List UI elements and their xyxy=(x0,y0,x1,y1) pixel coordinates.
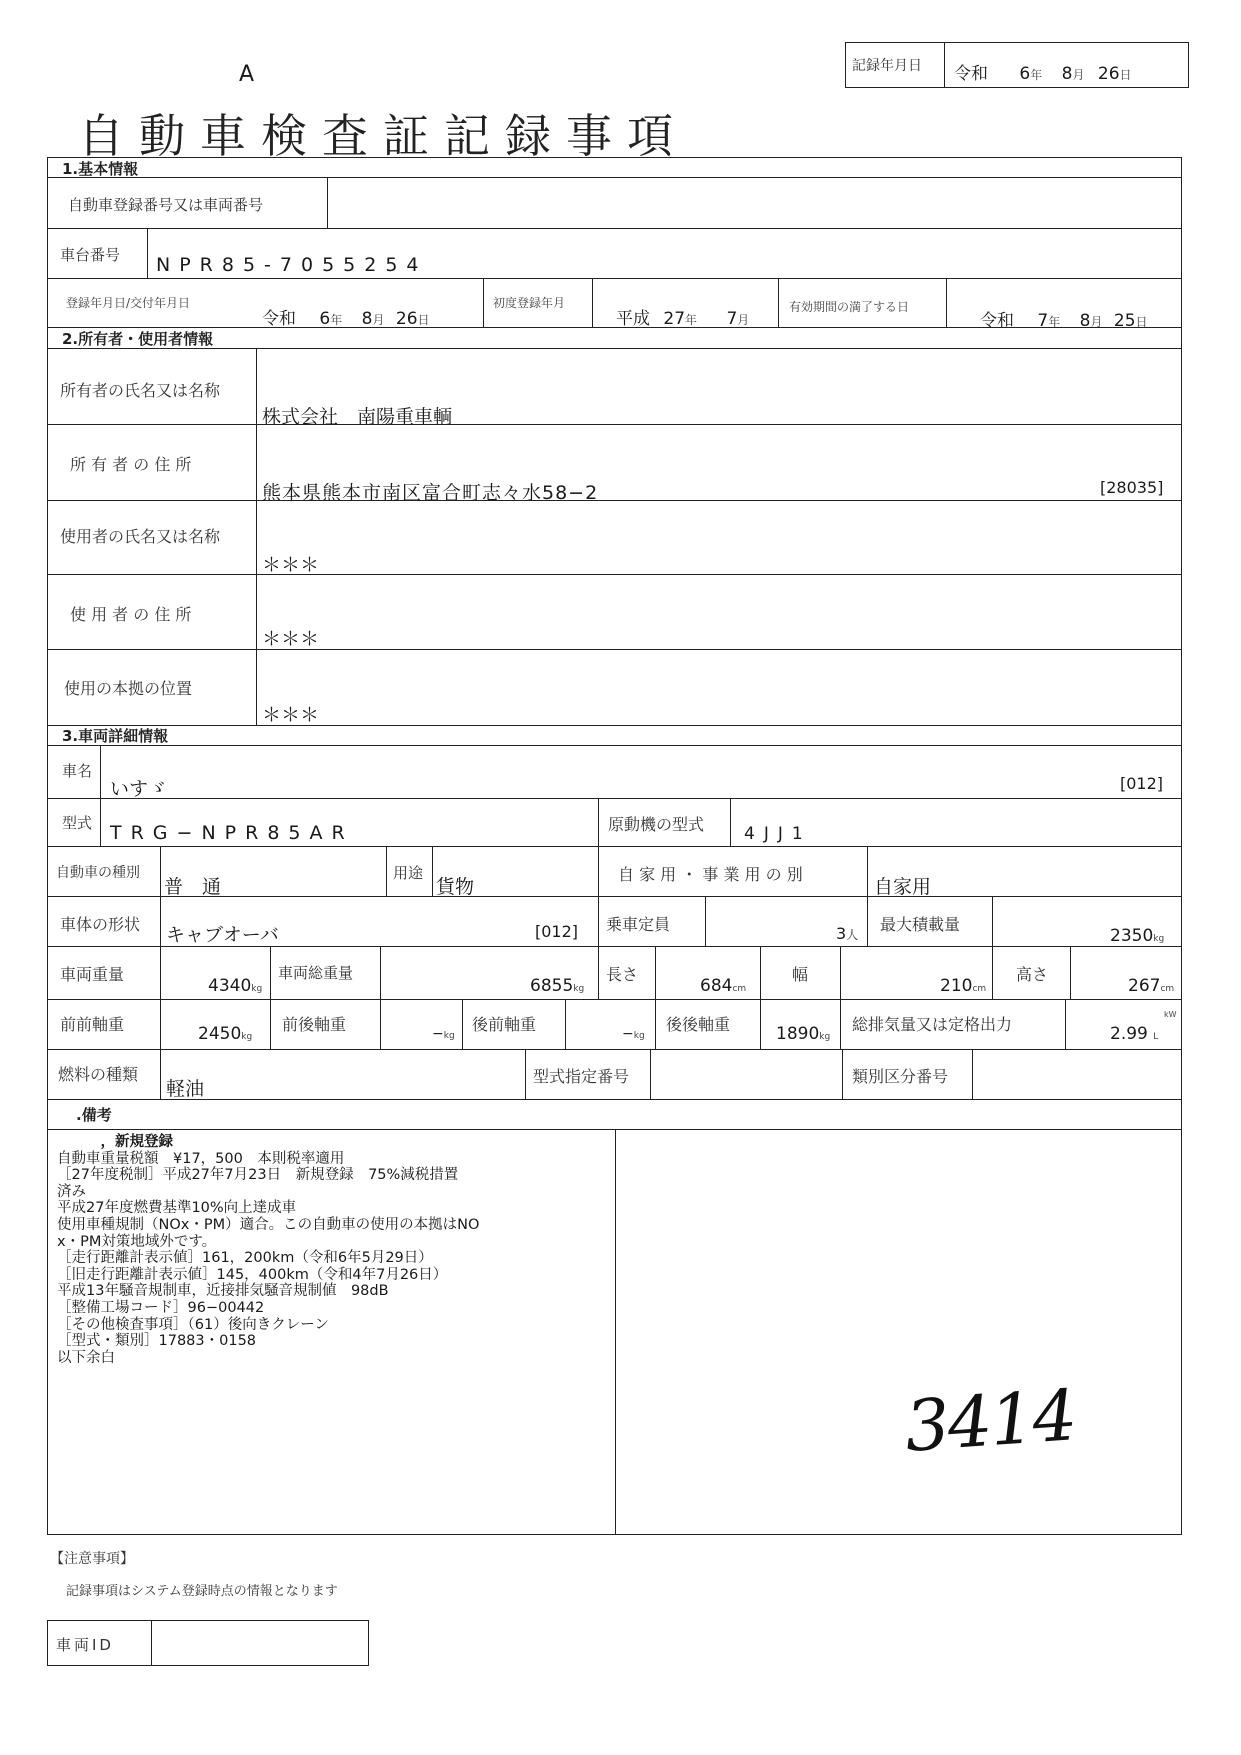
body-value: キャブオーバ xyxy=(166,924,279,946)
handwritten-number: 3414 xyxy=(902,1374,1078,1468)
caution-title: 【注意事項】 xyxy=(50,1551,134,1567)
width-value: 210cm xyxy=(940,976,987,996)
reg-date-label: 登録年月日/交付年月日 xyxy=(66,296,191,310)
weight-label: 車両重量 xyxy=(60,965,125,984)
expiry-value: 令和 7年 8月 25日 xyxy=(980,311,1148,331)
model-label: 型式 xyxy=(62,814,93,832)
record-date-box xyxy=(845,42,1189,88)
fr-axle-value: −kg xyxy=(432,1026,455,1042)
owner-addr-code: [28035] xyxy=(1100,478,1164,497)
maker-value: いすゞ xyxy=(110,778,168,800)
remark-line: x・PM対策地域外です。 xyxy=(57,1233,217,1250)
category-label: 自動車の種別 xyxy=(56,865,140,881)
height-value: 267cm xyxy=(1128,976,1175,996)
engine-value: 4JJ1 xyxy=(744,824,812,844)
record-date-value: 令和 6年 8月 26日 xyxy=(954,64,1132,84)
remark-line: ，新規登録 xyxy=(57,1134,173,1150)
gross-value: 6855kg xyxy=(530,976,585,996)
ff-axle-value: 2450kg xyxy=(198,1024,253,1044)
rf-axle-label: 後前軸重 xyxy=(472,1015,537,1034)
remark-line: 平成27年度燃費基準10%向上達成車 xyxy=(57,1200,297,1217)
owner-name-value: 株式会社 南陽重車輌 xyxy=(262,406,453,428)
class-no-label: 類別区分番号 xyxy=(852,1067,949,1086)
type-no-label: 型式指定番号 xyxy=(533,1067,630,1086)
remark-line: ［その他検査事項］（61）後向きクレーン xyxy=(57,1316,329,1333)
capacity-label: 乗車定員 xyxy=(606,915,671,934)
user-name-label: 使用者の氏名又は名称 xyxy=(60,527,221,546)
remark-line: ［整備工場コード］96−00442 xyxy=(57,1299,265,1316)
body-code: [012] xyxy=(535,922,579,941)
body-label: 車体の形状 xyxy=(60,915,141,934)
length-value: 684cm xyxy=(700,976,747,996)
fuel-label: 燃料の種類 xyxy=(58,1065,139,1084)
fuel-value: 軽油 xyxy=(166,1078,205,1100)
max-load-label: 最大積載量 xyxy=(880,915,961,934)
remark-line: ［27年度税制］平成27年7月23日 新規登録 75%減税措置 xyxy=(57,1167,459,1184)
displacement-value: 2.99 kW L xyxy=(1110,1010,1177,1044)
model-value: TRG−NPR85AR xyxy=(110,822,354,844)
ff-axle-label: 前前軸重 xyxy=(60,1015,125,1034)
weight-value: 4340kg xyxy=(208,976,263,996)
owner-addr-label: 所 有 者 の 住 所 xyxy=(70,455,192,474)
rr-axle-label: 後後軸重 xyxy=(666,1015,731,1034)
user-name-value: ＊＊＊ xyxy=(262,554,320,576)
vehicle-id-box xyxy=(47,1620,369,1666)
reg-date-value: 令和 6年 8月 26日 xyxy=(262,309,430,329)
category-value: 普 通 xyxy=(164,876,222,898)
base-value: ＊＊＊ xyxy=(262,704,320,726)
remark-line: 以下余白 xyxy=(57,1349,115,1366)
section-4-title: .備考 xyxy=(76,1106,112,1124)
length-label: 長さ xyxy=(606,965,639,984)
remark-line: 済み xyxy=(57,1183,86,1200)
width-label: 幅 xyxy=(792,965,809,984)
rf-axle-value: −kg xyxy=(622,1026,645,1042)
first-reg-value: 平成 27年 7月 xyxy=(616,309,750,329)
vehicle-id-label: 車両ID xyxy=(56,1636,114,1654)
displacement-label: 総排気量又は定格出力 xyxy=(852,1015,1013,1034)
height-label: 高さ xyxy=(1016,965,1049,984)
form-mark: A xyxy=(239,62,255,87)
remark-line: 平成13年騒音規制車，近接排気騒音規制値 98dB xyxy=(57,1283,389,1300)
section-3-title: 3.車両詳細情報 xyxy=(62,727,169,745)
base-label: 使用の本拠の位置 xyxy=(64,679,193,698)
expiry-label: 有効期間の満了する日 xyxy=(789,300,910,314)
reg-no-label: 自動車登録番号又は車両番号 xyxy=(68,196,264,214)
gross-label: 車両総重量 xyxy=(278,964,354,982)
section-2-title: 2.所有者・使用者情報 xyxy=(62,330,214,348)
chassis-label: 車台番号 xyxy=(60,246,121,264)
engine-label: 原動機の型式 xyxy=(608,815,705,834)
user-addr-label: 使 用 者 の 住 所 xyxy=(70,605,192,624)
section-1-title: 1.基本情報 xyxy=(62,160,139,178)
use-label: 用途 xyxy=(393,864,424,882)
owner-addr-value: 熊本県熊本市南区富合町志々水58−2 xyxy=(262,482,599,504)
private-value: 自家用 xyxy=(874,876,932,898)
maker-label: 車名 xyxy=(62,762,93,780)
caution-text: 記録事項はシステム登録時点の情報となります xyxy=(66,1584,338,1599)
max-load-value: 2350kg xyxy=(1110,926,1165,946)
rr-axle-value: 1890kg xyxy=(776,1024,831,1044)
fr-axle-label: 前後軸重 xyxy=(282,1015,347,1034)
remark-line: 自動車重量税額 ¥17，500 本則税率適用 xyxy=(57,1150,345,1167)
use-value: 貨物 xyxy=(436,876,475,898)
remark-line: ［型式・類別］17883・0158 xyxy=(57,1333,257,1350)
owner-name-label: 所有者の氏名又は名称 xyxy=(60,381,221,400)
user-addr-value: ＊＊＊ xyxy=(262,628,320,650)
record-date-label: 記録年月日 xyxy=(852,58,922,74)
remark-line: ［走行距離計表示値］161，200km（令和6年5月29日） xyxy=(57,1250,433,1267)
capacity-value: 3人 xyxy=(836,924,859,943)
page-title: 自動車検査証記録事項 xyxy=(78,109,688,163)
maker-code: [012] xyxy=(1120,774,1164,793)
remark-line: ［旧走行距離計表示値］145，400km（令和4年7月26日） xyxy=(57,1266,448,1283)
chassis-value: NPR85-7055254 xyxy=(156,254,428,276)
remarks-list xyxy=(57,1134,617,1366)
private-label: 自 家 用 ・ 事 業 用 の 別 xyxy=(618,865,803,884)
first-reg-label: 初度登録年月 xyxy=(493,296,566,310)
remark-line: 使用車種規制（NOx・PM）適合。この自動車の使用の本拠はNO xyxy=(57,1216,480,1233)
